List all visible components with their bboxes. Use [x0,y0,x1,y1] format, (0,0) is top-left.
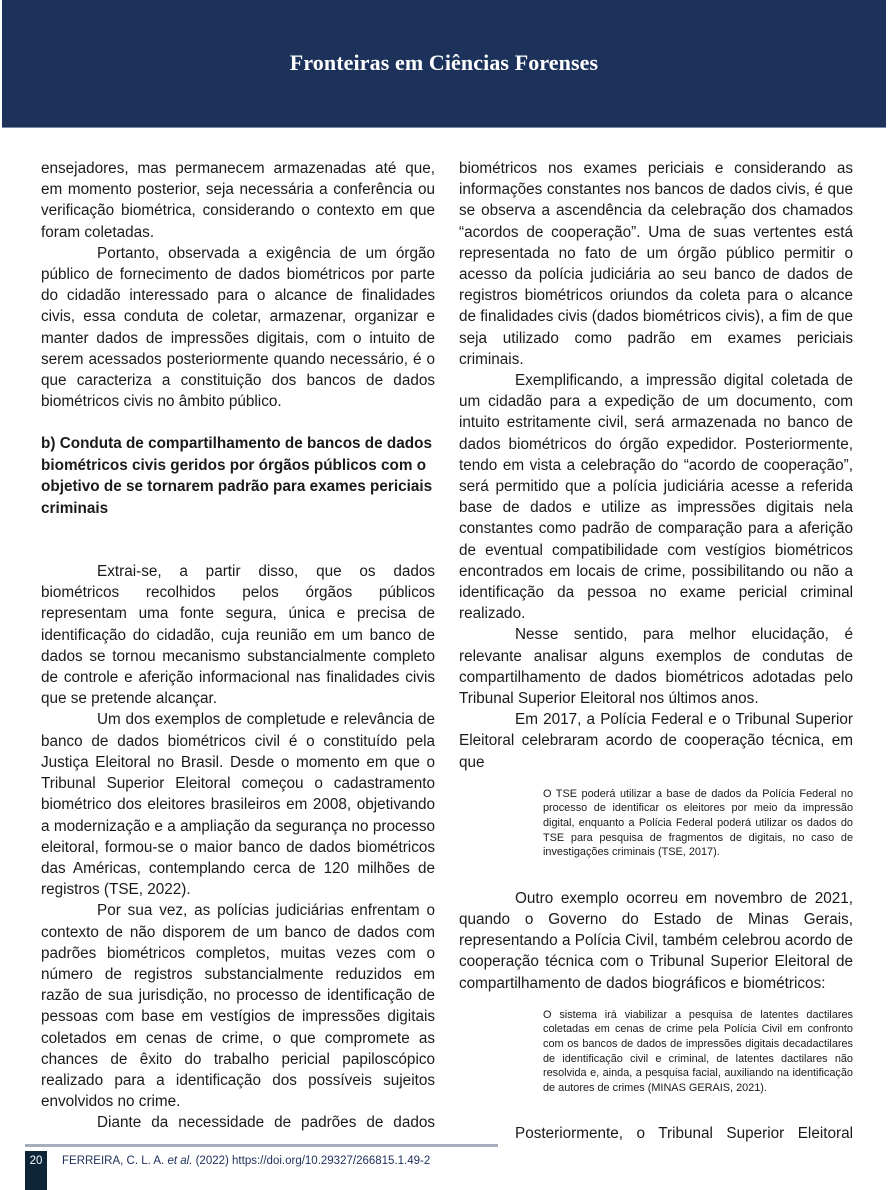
paragraph: Exemplificando, a impressão digital coletada de um cidadão para a expedição de um documento, com intuito estritamente civil, será armazenada no banco de dados biométricos do órgão expedidor. Posteriormente, tendo em vista a celebração do “acordo de cooperação”, será permitido que a polícia judiciária acesse a referida base de dados e utilize as impressões digitais nela constantes como padrão de comparação para a aferição de eventual compatibilidade com vestígios biométricos encontrados em locais de crime, possibilitando ou não a identificação da pessoa no exame pericial criminal realizado. [459,372,853,623]
page-number: 20 [25,1151,47,1190]
footer-citation [62,1155,430,1167]
left-column [41,158,435,1134]
footer-divider [25,1144,498,1147]
right-column [459,158,853,1145]
journal-header [2,0,886,128]
paragraph: Diante da necessidade de padrões de dados [97,1114,435,1132]
block-quote: O TSE poderá utilizar a base de dados da Polícia Federal no processo de identificar os eleitores por meio da impressão digital, enquanto a Polícia Federal poderá utilizar os dados do TSE para pesquisa de fragmentos de digitais, no caso de investigações criminais (TSE, 2017). [543,787,853,859]
paragraph: Por sua vez, as polícias judiciárias enfrentam o contexto de não disporem de um banco de dados com padrões biométricos completos, muitas vezes com o número de registros substancialmente reduzidos em razão de sua jurisdição, no processo de identificação de pessoas com base em vestígios de impressões digitais coletados em cenas de crime, o que compromete as chances de êxito do trabalho pericial papiloscópico realizado para a identificação dos possíveis sujeitos envolvidos no crime. [41,902,435,1111]
paragraph: Posteriormente, o Tribunal Superior Eleitoral [515,1125,853,1143]
citation-authors: FERREIRA, C. L. A. [62,1155,165,1167]
paragraph: Em 2017, a Polícia Federal e o Tribunal Superior Eleitoral celebraram acordo de cooperação técnica, em que [459,711,853,771]
journal-title: Fronteiras em Ciências Forenses [289,50,599,75]
section-heading: b) Conduta de compartilhamento de bancos de dados biométricos civis geridos por órgãos públicos com o objetivo de se tornarem padrão para exames periciais criminais [41,435,433,517]
paragraph: Portanto, observada a exigência de um órgão público de fornecimento de dados biométricos por parte do cidadão interessado para o alcance de finalidades civis, essa conduta de coletar, armazenar, organizar e manter dados de impressões digitais, com o intuito de serem acessados posteriormente quando necessário, é o que caracteriza a constituição dos bancos de dados biométricos civis no âmbito público. [41,244,435,411]
paragraph: biométricos nos exames periciais e considerando as informações constantes nos bancos de dados civis, é que se observa a ascendência da celebração dos chamados “acordos de cooperação”. Uma de suas vertentes está representada no fato de um órgão público permitir o acesso da polícia judiciária ao seu banco de dados de registros biométricos oriundos da coleta para o alcance de finalidades civis (dados biométricos civis), a fim de que seja utilizado como padrão em exames periciais criminais. [459,160,853,368]
citation-doi[interactable]: (2022) https://doi.org/10.29327/266815.1.49-2 [195,1155,431,1167]
block-quote: O sistema irá viabilizar a pesquisa de latentes dactilares coletadas em cenas de crime pela Polícia Civil em confronto com os bancos de dados de impressões digitais decadactilares de identificação civil e criminal, de latentes dactilares não resolvida e, ainda, a pesquisa facial, auxiliando na identificação de autores de crimes (MINAS GERAIS, 2021). [543,1008,853,1094]
paragraph: Extrai-se, a partir disso, que os dados biométricos recolhidos pelos órgãos públicos representam uma fonte segura, única e precisa de identificação do cidadão, cuja reunião em um banco de dados se tornou mecanismo substancialmente completo de controle e aferição informacional nas finalidades civis que se pretende alcançar. [41,563,435,708]
paragraph: Um dos exemplos de completude e relevância de banco de dados biométricos civil é o constituído pela Justiça Eleitoral no Brasil. Desde o momento em que o Tribunal Superior Eleitoral começou o cadastramento biométrico dos eleitores brasileiros em 2008, objetivando a modernização e a ampliação da segurança no processo eleitoral, formou-se o maior banco de dados biométricos das Américas, contemplando cerca de 120 milhões de registros (TSE, 2022). [41,711,435,899]
paragraph: ensejadores, mas permanecem armazenadas até que, em momento posterior, seja necessária a conferência ou verificação biométrica, considerando o contexto em que foram coletadas. [41,160,435,241]
paragraph: Nesse sentido, para melhor elucidação, é relevante analisar alguns exemplos de condutas de compartilhamento de dados biométricos adotadas pelo Tribunal Superior Eleitoral nos últimos anos. [459,626,853,708]
paragraph: Outro exemplo ocorreu em novembro de 2021, quando o Governo do Estado de Minas Gerais, representando a Polícia Civil, também celebrou acordo de cooperação técnica com o Tribunal Superior Eleitoral de compartilhamento de dados biográficos e biométricos: [459,889,853,992]
citation-etal: et al. [167,1155,193,1167]
